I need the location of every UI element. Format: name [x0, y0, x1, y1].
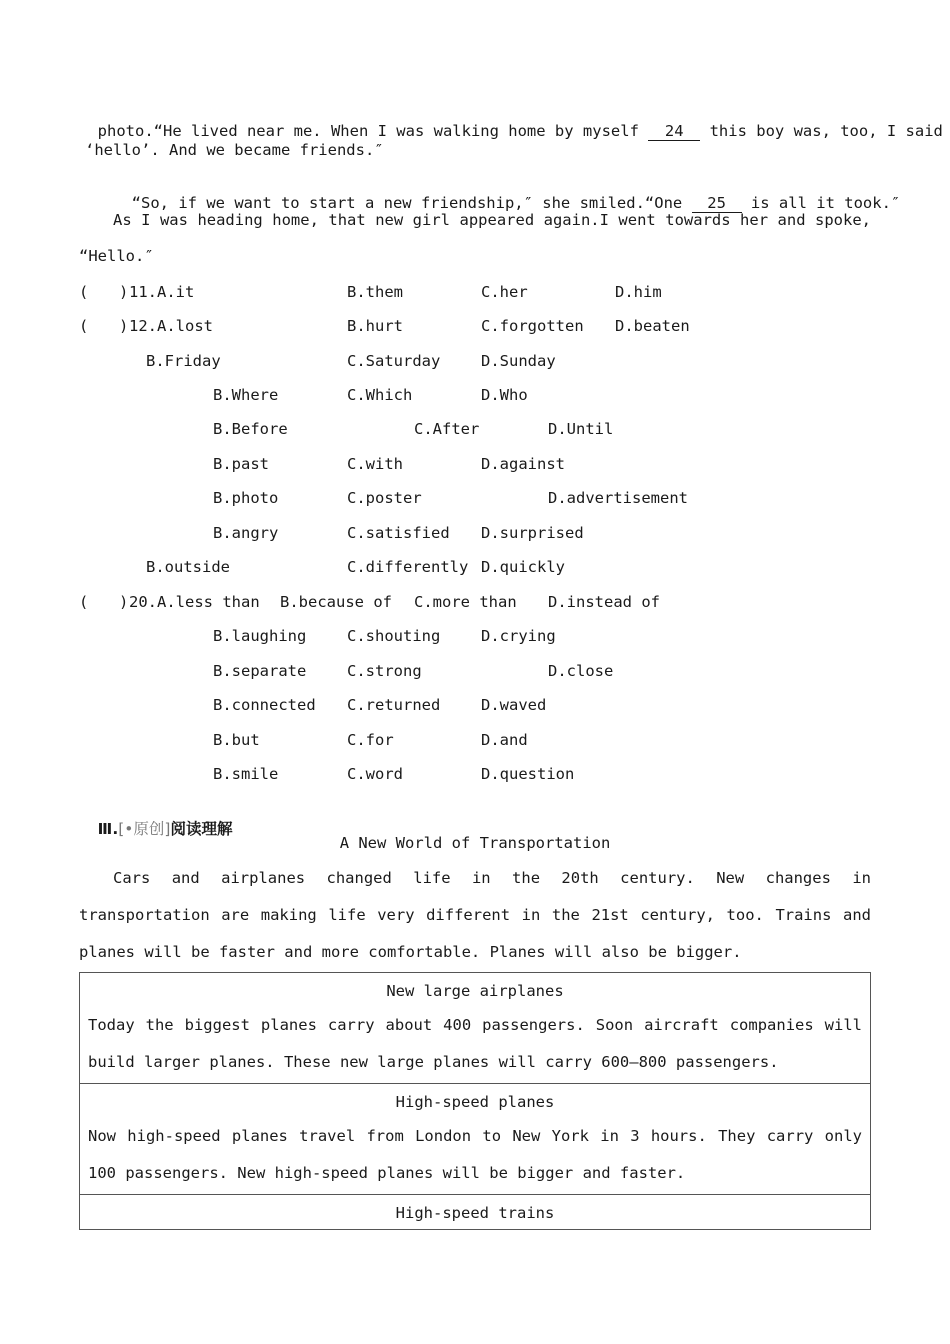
option-b: B.smile — [213, 765, 279, 783]
option-b: B.separate — [213, 662, 307, 680]
option-b: B.outside — [146, 558, 230, 576]
passage-text: this boy was, too, I said — [700, 122, 943, 140]
table-row-body: Now high-speed planes travel from London to New York in 3 hours. They carry only 100 passengers. New high-speed planes will be bigger and faster. — [88, 1127, 862, 1182]
option-c: C.returned — [347, 696, 441, 714]
option-c: C.for — [347, 731, 394, 749]
option-b: B.hurt — [347, 317, 403, 335]
table-row — [80, 973, 871, 1084]
blank-24: 24 — [648, 122, 700, 141]
table-row — [80, 1084, 871, 1195]
option-c: C.word — [347, 765, 403, 783]
option-d: D.crying — [481, 627, 556, 645]
passage-text: photo.“He lived near me. When I was walking home by myself — [97, 122, 649, 140]
option-b: B.because of — [280, 593, 392, 611]
option-b: B.but — [213, 731, 260, 749]
option-b: B.Friday — [146, 352, 221, 370]
option-d: D.Until — [548, 420, 614, 438]
option-d: D.close — [548, 662, 614, 680]
option-d: D.against — [481, 455, 565, 473]
option-c: C.Saturday — [347, 352, 441, 370]
option-c: C.After — [414, 420, 480, 438]
option-b: B.them — [347, 283, 403, 301]
option-c: C.Which — [347, 386, 413, 404]
passage-line-2: ‘hello’. And we became friends.″ — [85, 141, 384, 159]
option-a: 12.A.lost — [129, 317, 213, 335]
passage-line-5: “Hello.″ — [79, 247, 154, 265]
option-d: D.advertisement — [548, 489, 688, 507]
option-d: D.Who — [481, 386, 528, 404]
passage-text: “So, if we want to start a new friendship,″ she smiled.“One — [131, 194, 692, 212]
option-b: B.Before — [213, 420, 288, 438]
option-c: C.more than — [414, 593, 517, 611]
option-b: B.angry — [213, 524, 279, 542]
option-a: 20.A.less than — [129, 593, 260, 611]
table-row-title: High-speed planes — [395, 1093, 555, 1111]
section-numeral: Ⅲ. — [97, 820, 119, 838]
section-tag: [•原创] — [118, 820, 171, 838]
option-b: B.laughing — [213, 627, 307, 645]
option-a: 11.A.it — [129, 283, 195, 301]
blank-25: 25 — [692, 194, 742, 213]
option-b: B.Where — [213, 386, 279, 404]
table-row-title: High-speed trains — [395, 1204, 555, 1222]
table-row-body: Today the biggest planes carry about 400 passengers. Soon aircraft companies will build larger planes. These new large planes will carry 600—800 passengers. — [88, 1016, 862, 1071]
table-row — [80, 1195, 871, 1230]
option-c: C.differently — [347, 558, 469, 576]
answer-paren-close: ) — [119, 317, 129, 335]
option-c: C.shouting — [347, 627, 441, 645]
option-c: C.satisfied — [347, 524, 450, 542]
option-b: B.past — [213, 455, 269, 473]
option-d: D.him — [615, 283, 662, 301]
passage-line-4: As I was heading home, that new girl appeared again.I went towards her and spoke, — [113, 211, 871, 229]
article-intro: Cars and airplanes changed life in the 20th century. New changes in transportation are making life very different in the 21st century, too. Trains and planes will be faster and more comfortable. Planes will also be bigger. — [79, 869, 871, 961]
option-c: C.poster — [347, 489, 422, 507]
passage-line-1 — [79, 104, 943, 141]
answer-paren-close: ) — [119, 283, 129, 301]
section-heading — [79, 799, 232, 839]
passage-text: is all it took.″ — [741, 194, 901, 212]
answer-paren-close: ) — [119, 593, 129, 611]
option-d: D.and — [481, 731, 528, 749]
passage-line-3 — [113, 176, 900, 213]
answer-paren: ( — [79, 317, 89, 335]
section-title: 阅读理解 — [170, 820, 233, 838]
article-title: A New World of Transportation — [339, 834, 611, 852]
option-d: D.question — [481, 765, 575, 783]
option-b: B.photo — [213, 489, 279, 507]
option-c: C.with — [347, 455, 403, 473]
answer-paren: ( — [79, 593, 89, 611]
option-c: C.her — [481, 283, 528, 301]
option-d: D.instead of — [548, 593, 660, 611]
transport-table — [79, 972, 871, 1230]
option-d: D.surprised — [481, 524, 584, 542]
option-d: D.beaten — [615, 317, 690, 335]
answer-paren: ( — [79, 283, 89, 301]
option-d: D.Sunday — [481, 352, 556, 370]
option-c: C.strong — [347, 662, 422, 680]
option-d: D.quickly — [481, 558, 565, 576]
option-b: B.connected — [213, 696, 316, 714]
table-row-title: New large airplanes — [386, 982, 564, 1000]
option-c: C.forgotten — [481, 317, 584, 335]
option-d: D.waved — [481, 696, 547, 714]
